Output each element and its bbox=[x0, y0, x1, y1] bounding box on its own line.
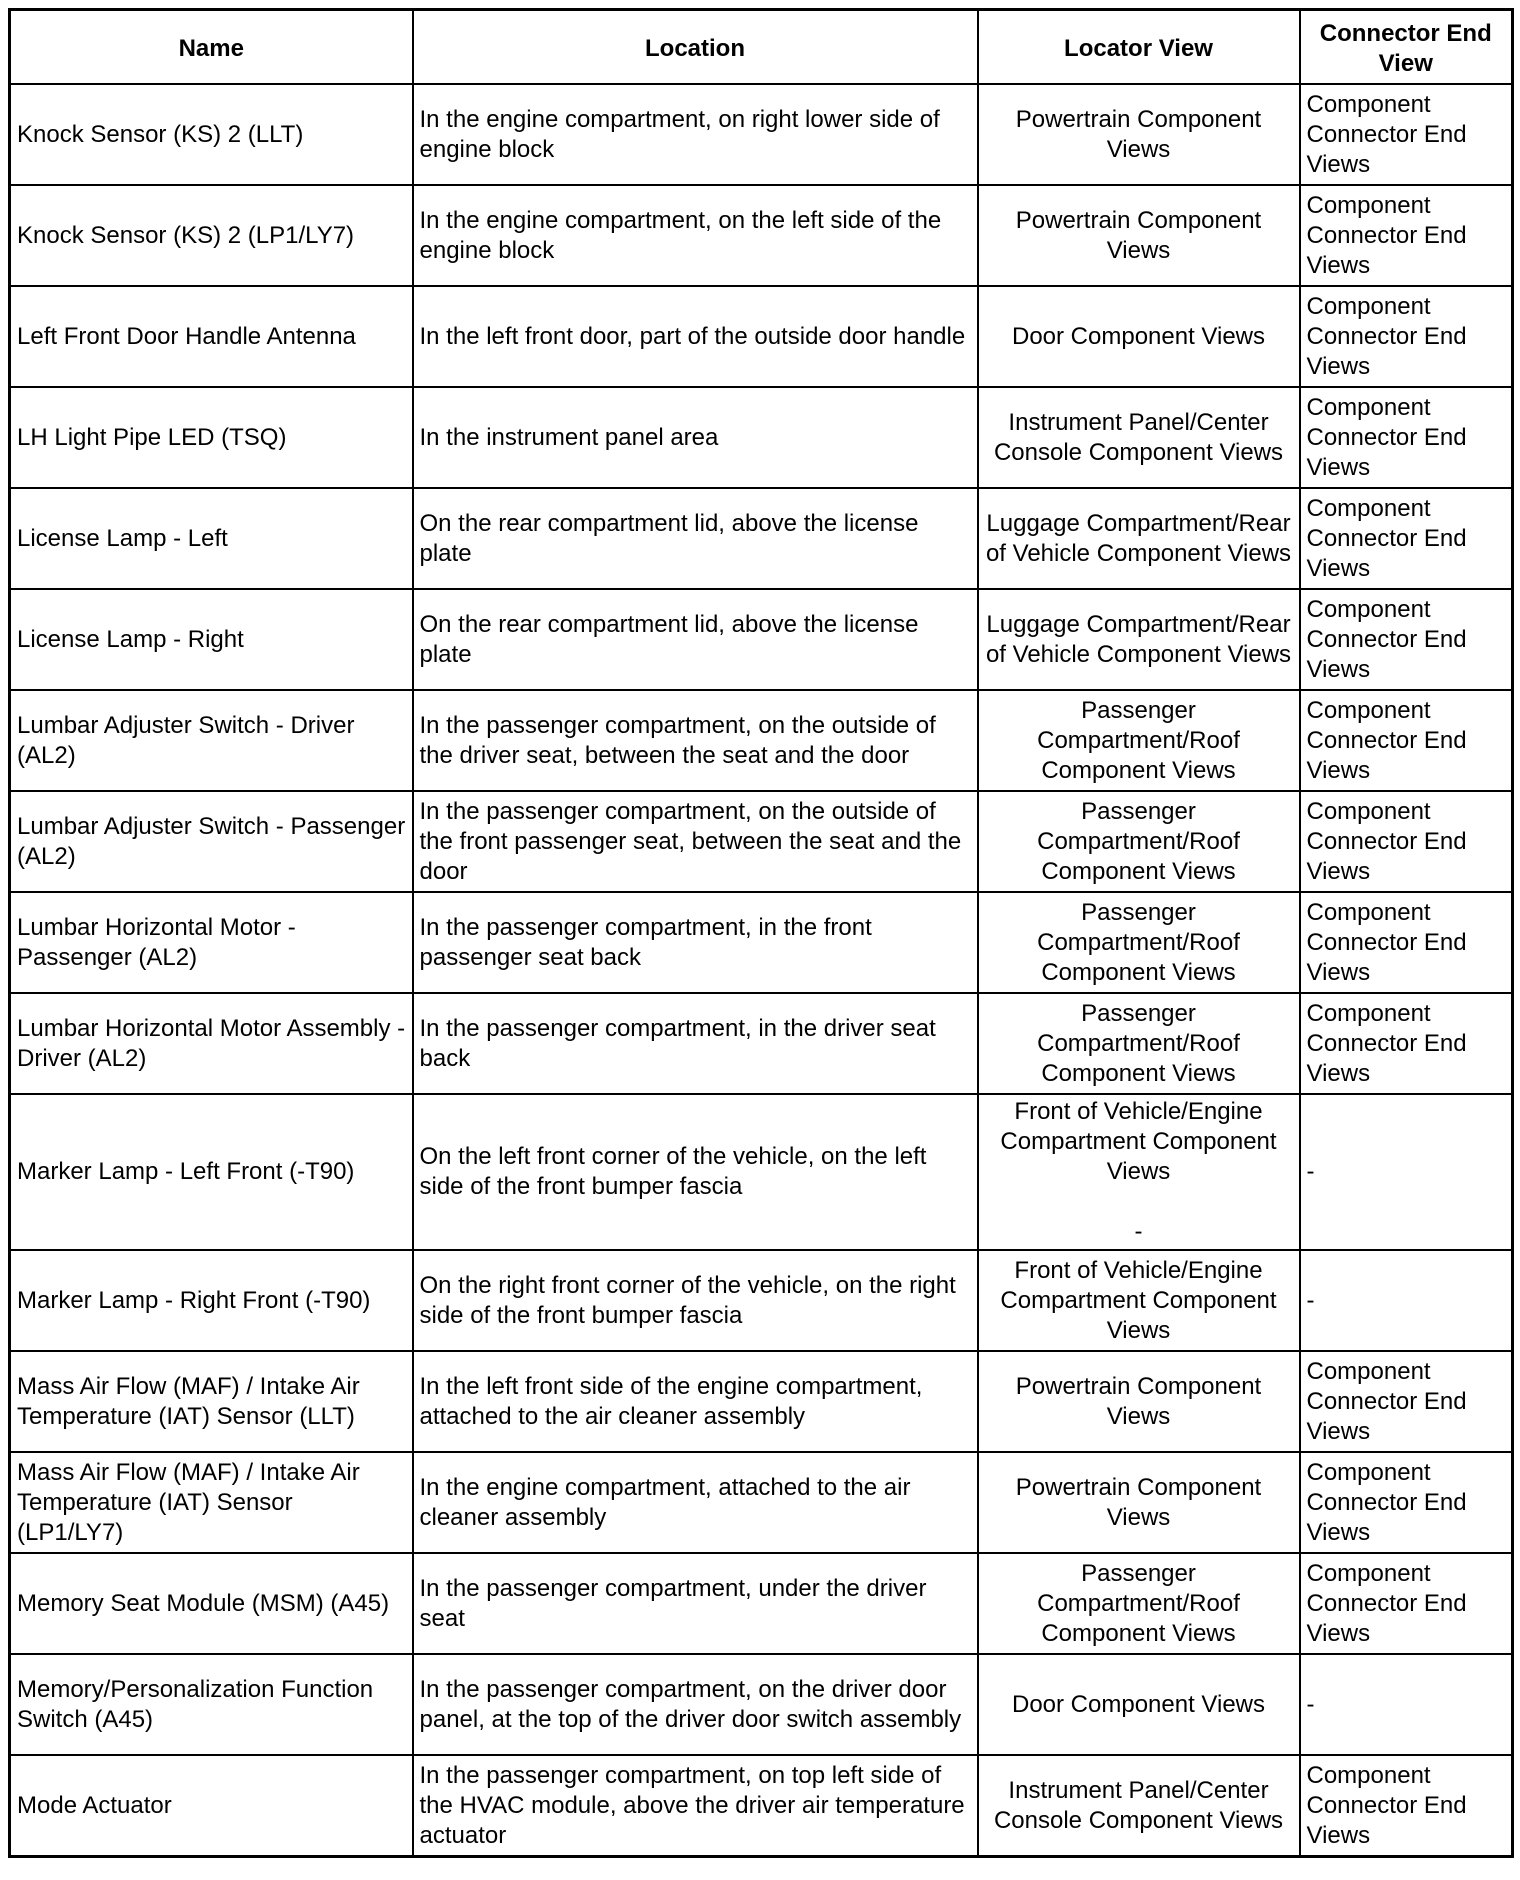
cell-location: In the passenger compartment, under the driver seat bbox=[413, 1553, 978, 1654]
cell-connector-end-view: Component Connector End Views bbox=[1300, 1553, 1513, 1654]
table-row bbox=[10, 690, 1513, 791]
cell-connector-end-view: Component Connector End Views bbox=[1300, 387, 1513, 488]
cell-location: On the left front corner of the vehicle, on the left side of the front bumper fascia bbox=[413, 1094, 978, 1250]
cell-locator-view: Passenger Compartment/Roof Component Views bbox=[978, 1553, 1300, 1654]
cell-name: Knock Sensor (KS) 2 (LLT) bbox=[10, 84, 413, 185]
cell-name: Lumbar Adjuster Switch - Driver (AL2) bbox=[10, 690, 413, 791]
cell-location: In the passenger compartment, on the driver door panel, at the top of the driver door switch assembly bbox=[413, 1654, 978, 1755]
cell-locator-view: Front of Vehicle/Engine Compartment Component Views bbox=[978, 1250, 1300, 1351]
cell-name: Lumbar Horizontal Motor - Passenger (AL2) bbox=[10, 892, 413, 993]
cell-connector-end-view: Component Connector End Views bbox=[1300, 791, 1513, 892]
locator-view-extra: - bbox=[1134, 1218, 1143, 1245]
cell-name: Marker Lamp - Left Front (-T90) bbox=[10, 1094, 413, 1250]
cell-location: In the passenger compartment, on the outside of the front passenger seat, between the seat and the door bbox=[413, 791, 978, 892]
cell-location: On the right front corner of the vehicle, on the right side of the front bumper fascia bbox=[413, 1250, 978, 1351]
table-row bbox=[10, 993, 1513, 1094]
cell-name: Lumbar Adjuster Switch - Passenger (AL2) bbox=[10, 791, 413, 892]
cell-location: In the passenger compartment, on the outside of the driver seat, between the seat and the door bbox=[413, 690, 978, 791]
cell-name: Lumbar Horizontal Motor Assembly - Driver (AL2) bbox=[10, 993, 413, 1094]
cell-connector-end-view: Component Connector End Views bbox=[1300, 1755, 1513, 1857]
component-locator-table bbox=[8, 8, 1514, 1858]
cell-locator-view: Powertrain Component Views bbox=[978, 84, 1300, 185]
table-row bbox=[10, 1452, 1513, 1553]
cell-connector-end-view: Component Connector End Views bbox=[1300, 185, 1513, 286]
cell-locator-view: Door Component Views bbox=[978, 1654, 1300, 1755]
table-row bbox=[10, 1755, 1513, 1857]
table-row bbox=[10, 1094, 1513, 1250]
cell-location: On the rear compartment lid, above the license plate bbox=[413, 488, 978, 589]
cell-location: In the engine compartment, on the left side of the engine block bbox=[413, 185, 978, 286]
cell-connector-end-view: Component Connector End Views bbox=[1300, 690, 1513, 791]
table-row bbox=[10, 1351, 1513, 1452]
cell-location: In the engine compartment, attached to the air cleaner assembly bbox=[413, 1452, 978, 1553]
cell-location: In the engine compartment, on right lower side of engine block bbox=[413, 84, 978, 185]
cell-connector-end-view: Component Connector End Views bbox=[1300, 488, 1513, 589]
locator-view-text: Front of Vehicle/Engine Compartment Component Views bbox=[1000, 1098, 1277, 1185]
cell-connector-end-view: Component Connector End Views bbox=[1300, 589, 1513, 690]
cell-location: In the instrument panel area bbox=[413, 387, 978, 488]
cell-locator-view: Passenger Compartment/Roof Component Views bbox=[978, 791, 1300, 892]
cell-connector-end-view: Component Connector End Views bbox=[1300, 84, 1513, 185]
cell-name: Mass Air Flow (MAF) / Intake Air Temperature (IAT) Sensor (LP1/LY7) bbox=[10, 1452, 413, 1553]
cell-connector-end-view: - bbox=[1300, 1654, 1513, 1755]
cell-name: Memory/Personalization Function Switch (A45) bbox=[10, 1654, 413, 1755]
cell-connector-end-view: - bbox=[1300, 1250, 1513, 1351]
table-row bbox=[10, 1654, 1513, 1755]
cell-locator-view: Powertrain Component Views bbox=[978, 1452, 1300, 1553]
table-row bbox=[10, 84, 1513, 185]
cell-connector-end-view: Component Connector End Views bbox=[1300, 1452, 1513, 1553]
table-row bbox=[10, 1250, 1513, 1351]
cell-connector-end-view: Component Connector End Views bbox=[1300, 892, 1513, 993]
cell-name: License Lamp - Right bbox=[10, 589, 413, 690]
locator-view-spacer bbox=[985, 1187, 1293, 1217]
header-row bbox=[10, 10, 1513, 85]
cell-locator-view: Passenger Compartment/Roof Component Views bbox=[978, 892, 1300, 993]
table-row bbox=[10, 387, 1513, 488]
cell-locator-view: Luggage Compartment/Rear of Vehicle Component Views bbox=[978, 589, 1300, 690]
cell-name: Memory Seat Module (MSM) (A45) bbox=[10, 1553, 413, 1654]
cell-name: Mass Air Flow (MAF) / Intake Air Temperature (IAT) Sensor (LLT) bbox=[10, 1351, 413, 1452]
table-row bbox=[10, 286, 1513, 387]
cell-locator-view: Passenger Compartment/Roof Component Views bbox=[978, 690, 1300, 791]
cell-name: Knock Sensor (KS) 2 (LP1/LY7) bbox=[10, 185, 413, 286]
cell-connector-end-view: - bbox=[1300, 1094, 1513, 1250]
cell-connector-end-view: Component Connector End Views bbox=[1300, 1351, 1513, 1452]
cell-name: LH Light Pipe LED (TSQ) bbox=[10, 387, 413, 488]
table-row bbox=[10, 488, 1513, 589]
table-row bbox=[10, 185, 1513, 286]
cell-location: On the rear compartment lid, above the license plate bbox=[413, 589, 978, 690]
cell-locator-view: Door Component Views bbox=[978, 286, 1300, 387]
table-row bbox=[10, 892, 1513, 993]
cell-location: In the passenger compartment, in the driver seat back bbox=[413, 993, 978, 1094]
header-connector-end-view: Connector End View bbox=[1300, 10, 1513, 85]
cell-locator-view: Passenger Compartment/Roof Component Views bbox=[978, 993, 1300, 1094]
header-locator-view: Locator View bbox=[978, 10, 1300, 85]
cell-locator-view bbox=[978, 1094, 1300, 1250]
cell-locator-view: Luggage Compartment/Rear of Vehicle Component Views bbox=[978, 488, 1300, 589]
table-body bbox=[10, 84, 1513, 1857]
table-row bbox=[10, 791, 1513, 892]
cell-name: Left Front Door Handle Antenna bbox=[10, 286, 413, 387]
cell-location: In the passenger compartment, on top left side of the HVAC module, above the driver air temperature actuator bbox=[413, 1755, 978, 1857]
cell-locator-view: Instrument Panel/Center Console Component Views bbox=[978, 1755, 1300, 1857]
cell-location: In the left front door, part of the outside door handle bbox=[413, 286, 978, 387]
cell-connector-end-view: Component Connector End Views bbox=[1300, 286, 1513, 387]
cell-locator-view: Powertrain Component Views bbox=[978, 1351, 1300, 1452]
header-name: Name bbox=[10, 10, 413, 85]
cell-name: License Lamp - Left bbox=[10, 488, 413, 589]
cell-name: Marker Lamp - Right Front (-T90) bbox=[10, 1250, 413, 1351]
cell-locator-view: Instrument Panel/Center Console Component Views bbox=[978, 387, 1300, 488]
cell-locator-view: Powertrain Component Views bbox=[978, 185, 1300, 286]
cell-connector-end-view: Component Connector End Views bbox=[1300, 993, 1513, 1094]
table-row bbox=[10, 589, 1513, 690]
table-header bbox=[10, 10, 1513, 85]
cell-location: In the left front side of the engine compartment, attached to the air cleaner assembly bbox=[413, 1351, 978, 1452]
header-location: Location bbox=[413, 10, 978, 85]
table-row bbox=[10, 1553, 1513, 1654]
cell-location: In the passenger compartment, in the front passenger seat back bbox=[413, 892, 978, 993]
cell-name: Mode Actuator bbox=[10, 1755, 413, 1857]
